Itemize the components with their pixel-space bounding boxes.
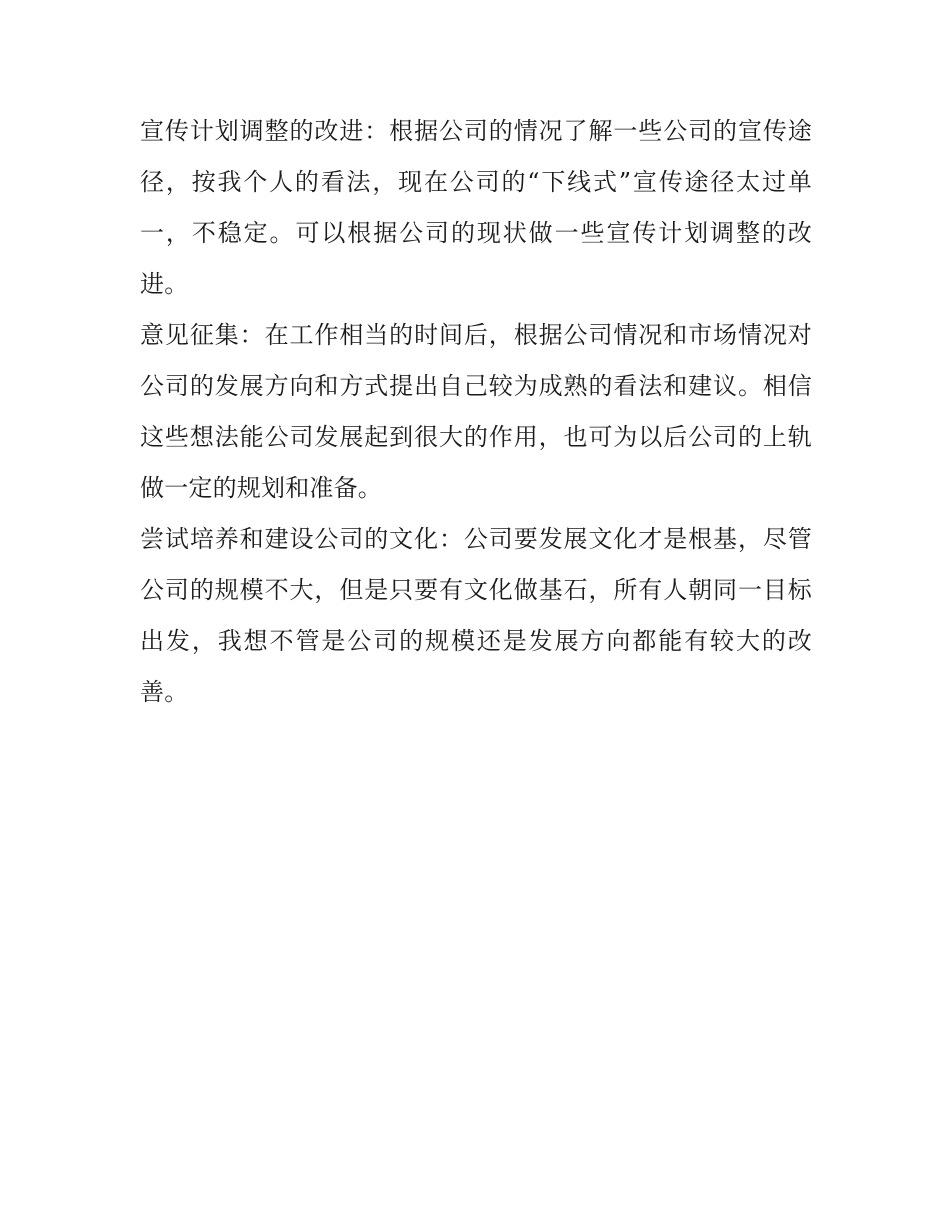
paragraph-company-culture: 尝试培养和建设公司的文化：公司要发展文化才是根基，尽管公司的规模不大，但是只要有文化做基石，所有人朝同一目标出发，我想不管是公司的规模还是发展方向都能有较大的改善。 [140, 525, 812, 706]
document-body [140, 106, 812, 718]
paragraph-opinion-collection: 意见征集：在工作相当的时间后，根据公司情况和市场情况对公司的发展方向和方式提出自己较为成熟的看法和建议。相信这些想法能公司发展起到很大的作用，也可为以后公司的上轨做一定的规划和准备。 [140, 321, 812, 502]
paragraph-publicity-plan: 宣传计划调整的改进：根据公司的情况了解一些公司的宣传途径，按我个人的看法，现在公司的“下线式”宣传途径太过单一，不稳定。可以根据公司的现状做一些宣传计划调整的改进。 [140, 117, 812, 298]
